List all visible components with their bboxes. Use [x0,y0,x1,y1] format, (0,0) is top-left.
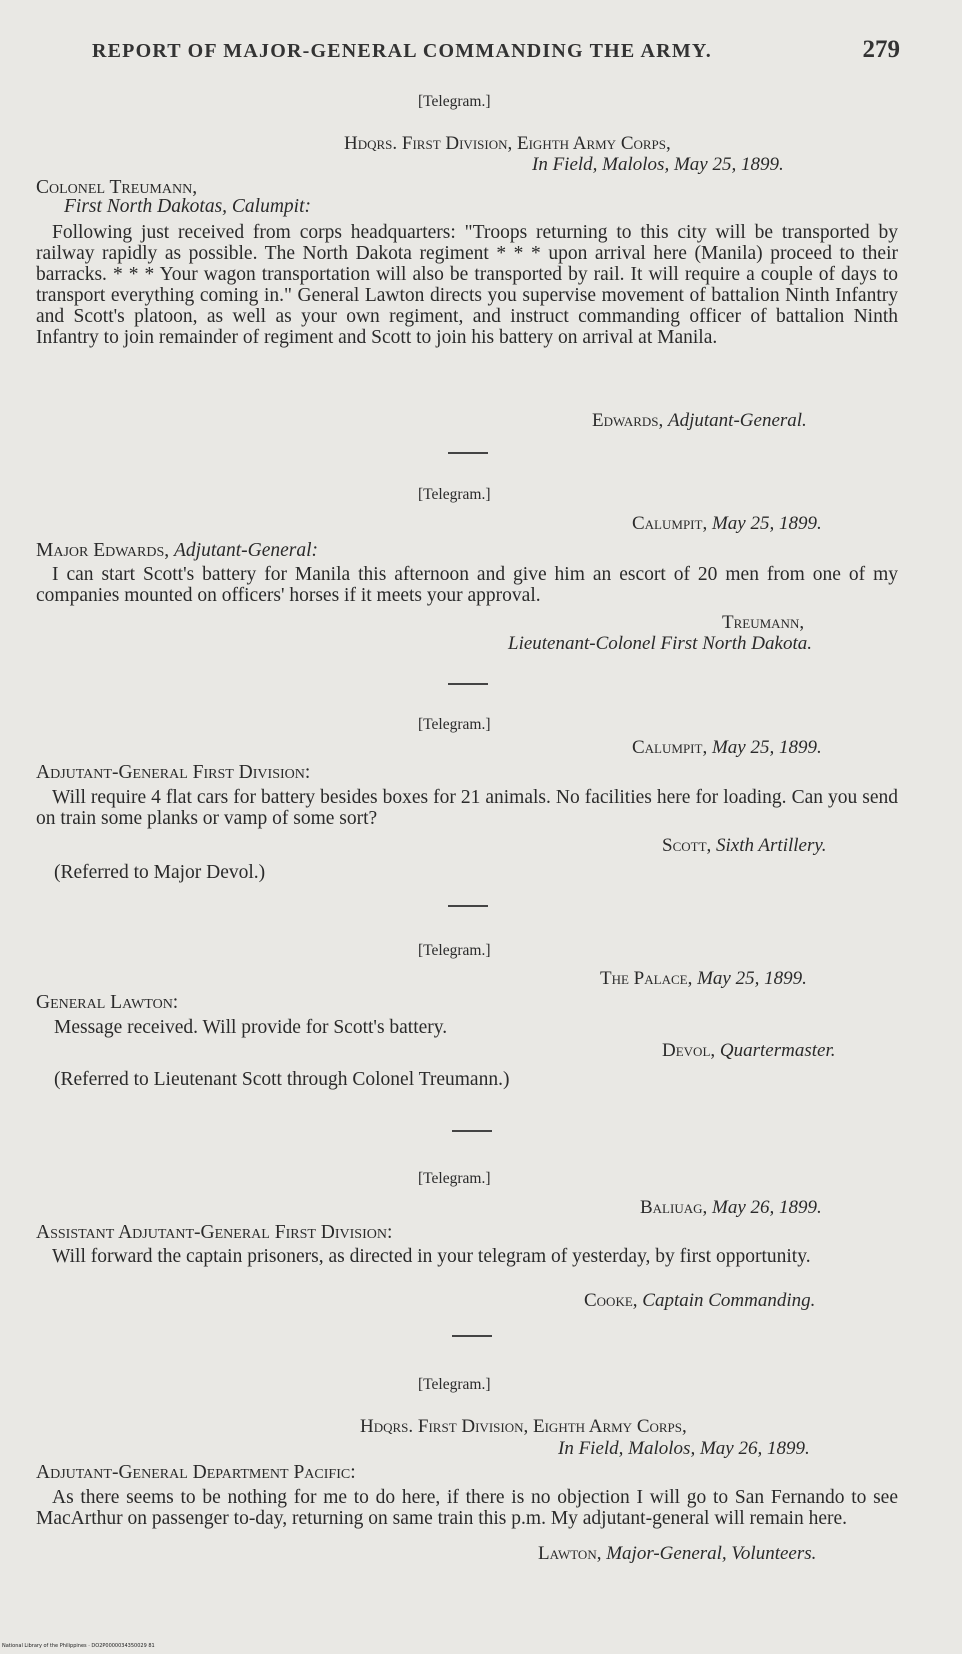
telegram-label: [Telegram.] [418,1170,491,1187]
telegram-label: [Telegram.] [418,1376,491,1393]
t6-sig-name: Lawton, [538,1543,602,1564]
t6-sig-title: Major-General, Volunteers. [606,1543,817,1564]
t6-addressee: Adjutant-General Department Pacific: [36,1462,356,1483]
t3-signature [662,835,827,857]
t3-addressee: Adjutant-General First Division: [36,762,311,783]
t3-sig-title: Sixth Artillery. [716,835,827,856]
t2-addressee-name: Major Edwards, [36,540,170,561]
t6-signature [538,1543,816,1565]
t5-body: Will forward the captain prisoners, as directed in your telegram of yesterday, by first opportunity. [52,1246,811,1267]
section-divider [452,1335,492,1337]
section-divider [448,683,488,685]
t4-signature [662,1040,835,1062]
t2-place: Calumpit, [632,513,708,534]
t5-sig-name: Cooke, [584,1290,638,1311]
t1-sig-title: Adjutant-General. [668,410,807,431]
t5-signature [584,1290,815,1312]
t2-dateline [632,513,822,535]
t1-body: Following just received from corps headquarters: "Troops returning to this city will be transported by railway rapidly as possible. The North Dakota regiment * * * upon arrival here (Manila) proceed to their barracks. * * * Your wagon transportation will also be transported by rail. It will require a couple of days to transport everything coming in." General Lawton directs you supervise movement of battalion Ninth Infantry and Scott's platoon, as well as your own regiment, and instruct commanding officer of battalion Ninth Infantry to join remainder of regiment and Scott to join his battery on arrival at Manila. [36,222,898,348]
telegram-label: [Telegram.] [418,486,491,503]
t1-addressee: Colonel Treumann, [36,177,198,198]
t3-dateline [632,737,822,759]
running-header [92,36,912,63]
t3-sig-name: Scott, [662,835,712,856]
t5-dateline [640,1197,822,1219]
t1-from-line2: In Field, Malolos, May 25, 1899. [532,154,784,175]
t1-signature [592,410,807,432]
t6-from-line2: In Field, Malolos, May 26, 1899. [558,1438,810,1459]
t5-place: Baliuag, [640,1197,708,1218]
section-divider [448,452,488,454]
t4-addressee: General Lawton: [36,992,179,1013]
t4-body: Message received. Will provide for Scott's battery. [54,1017,448,1038]
t4-sig-name: Devol, [662,1040,716,1061]
t2-body: I can start Scott's battery for Manila this afternoon and give him an escort of 20 men from one of my companies mounted on officers' horses if it meets your approval. [36,564,898,606]
t4-place: The Palace, [600,968,693,989]
header-title: REPORT OF MAJOR-GENERAL COMMANDING THE ARMY. [92,40,712,62]
t3-note: (Referred to Major Devol.) [54,862,266,883]
t5-sig-title: Captain Commanding. [642,1290,816,1311]
t2-date: May 25, 1899. [711,513,822,534]
t5-date: May 26, 1899. [712,1197,822,1218]
page-number: 279 [862,36,900,63]
section-divider [452,1130,492,1132]
t3-body: Will require 4 flat cars for battery besides boxes for 21 animals. No facilities here for loading. Can you send on train some planks or vamp of some sort? [36,787,898,829]
t1-from-line1: Hdqrs. First Division, Eighth Army Corps, [344,133,671,154]
telegram-label: [Telegram.] [418,942,491,959]
t2-sig-title: Lieutenant-Colonel First North Dakota. [508,633,812,654]
t5-addressee: Assistant Adjutant-General First Division: [36,1222,393,1243]
t3-place: Calumpit, [632,737,708,758]
t2-addressee [36,540,318,562]
t1-sig-name: Edwards, [592,410,664,431]
telegram-label: [Telegram.] [418,716,491,733]
t4-sig-title: Quartermaster. [719,1040,836,1061]
t4-note: (Referred to Lieutenant Scott through Colonel Treumann.) [54,1069,510,1090]
telegram-label: [Telegram.] [418,93,491,110]
t6-body: As there seems to be nothing for me to do here, if there is no objection I will go to San Fernando to see MacArthur on passenger to-day, returning on same train this p.m. My adjutant-general will remain here. [36,1487,898,1529]
scan-footer: National Library of the Philippines · DO2P0000034350029 81 [2,1643,155,1649]
t4-date: May 25, 1899. [697,968,807,989]
t3-date: May 25, 1899. [711,737,822,758]
t6-from-line1: Hdqrs. First Division, Eighth Army Corps, [360,1416,687,1437]
t2-addressee-title: Adjutant-General: [174,540,319,561]
section-divider [448,905,488,907]
t4-dateline [600,968,807,990]
t2-sig-name: Treumann, [722,612,805,633]
t1-addressee-sub: First North Dakotas, Calumpit: [64,196,312,217]
